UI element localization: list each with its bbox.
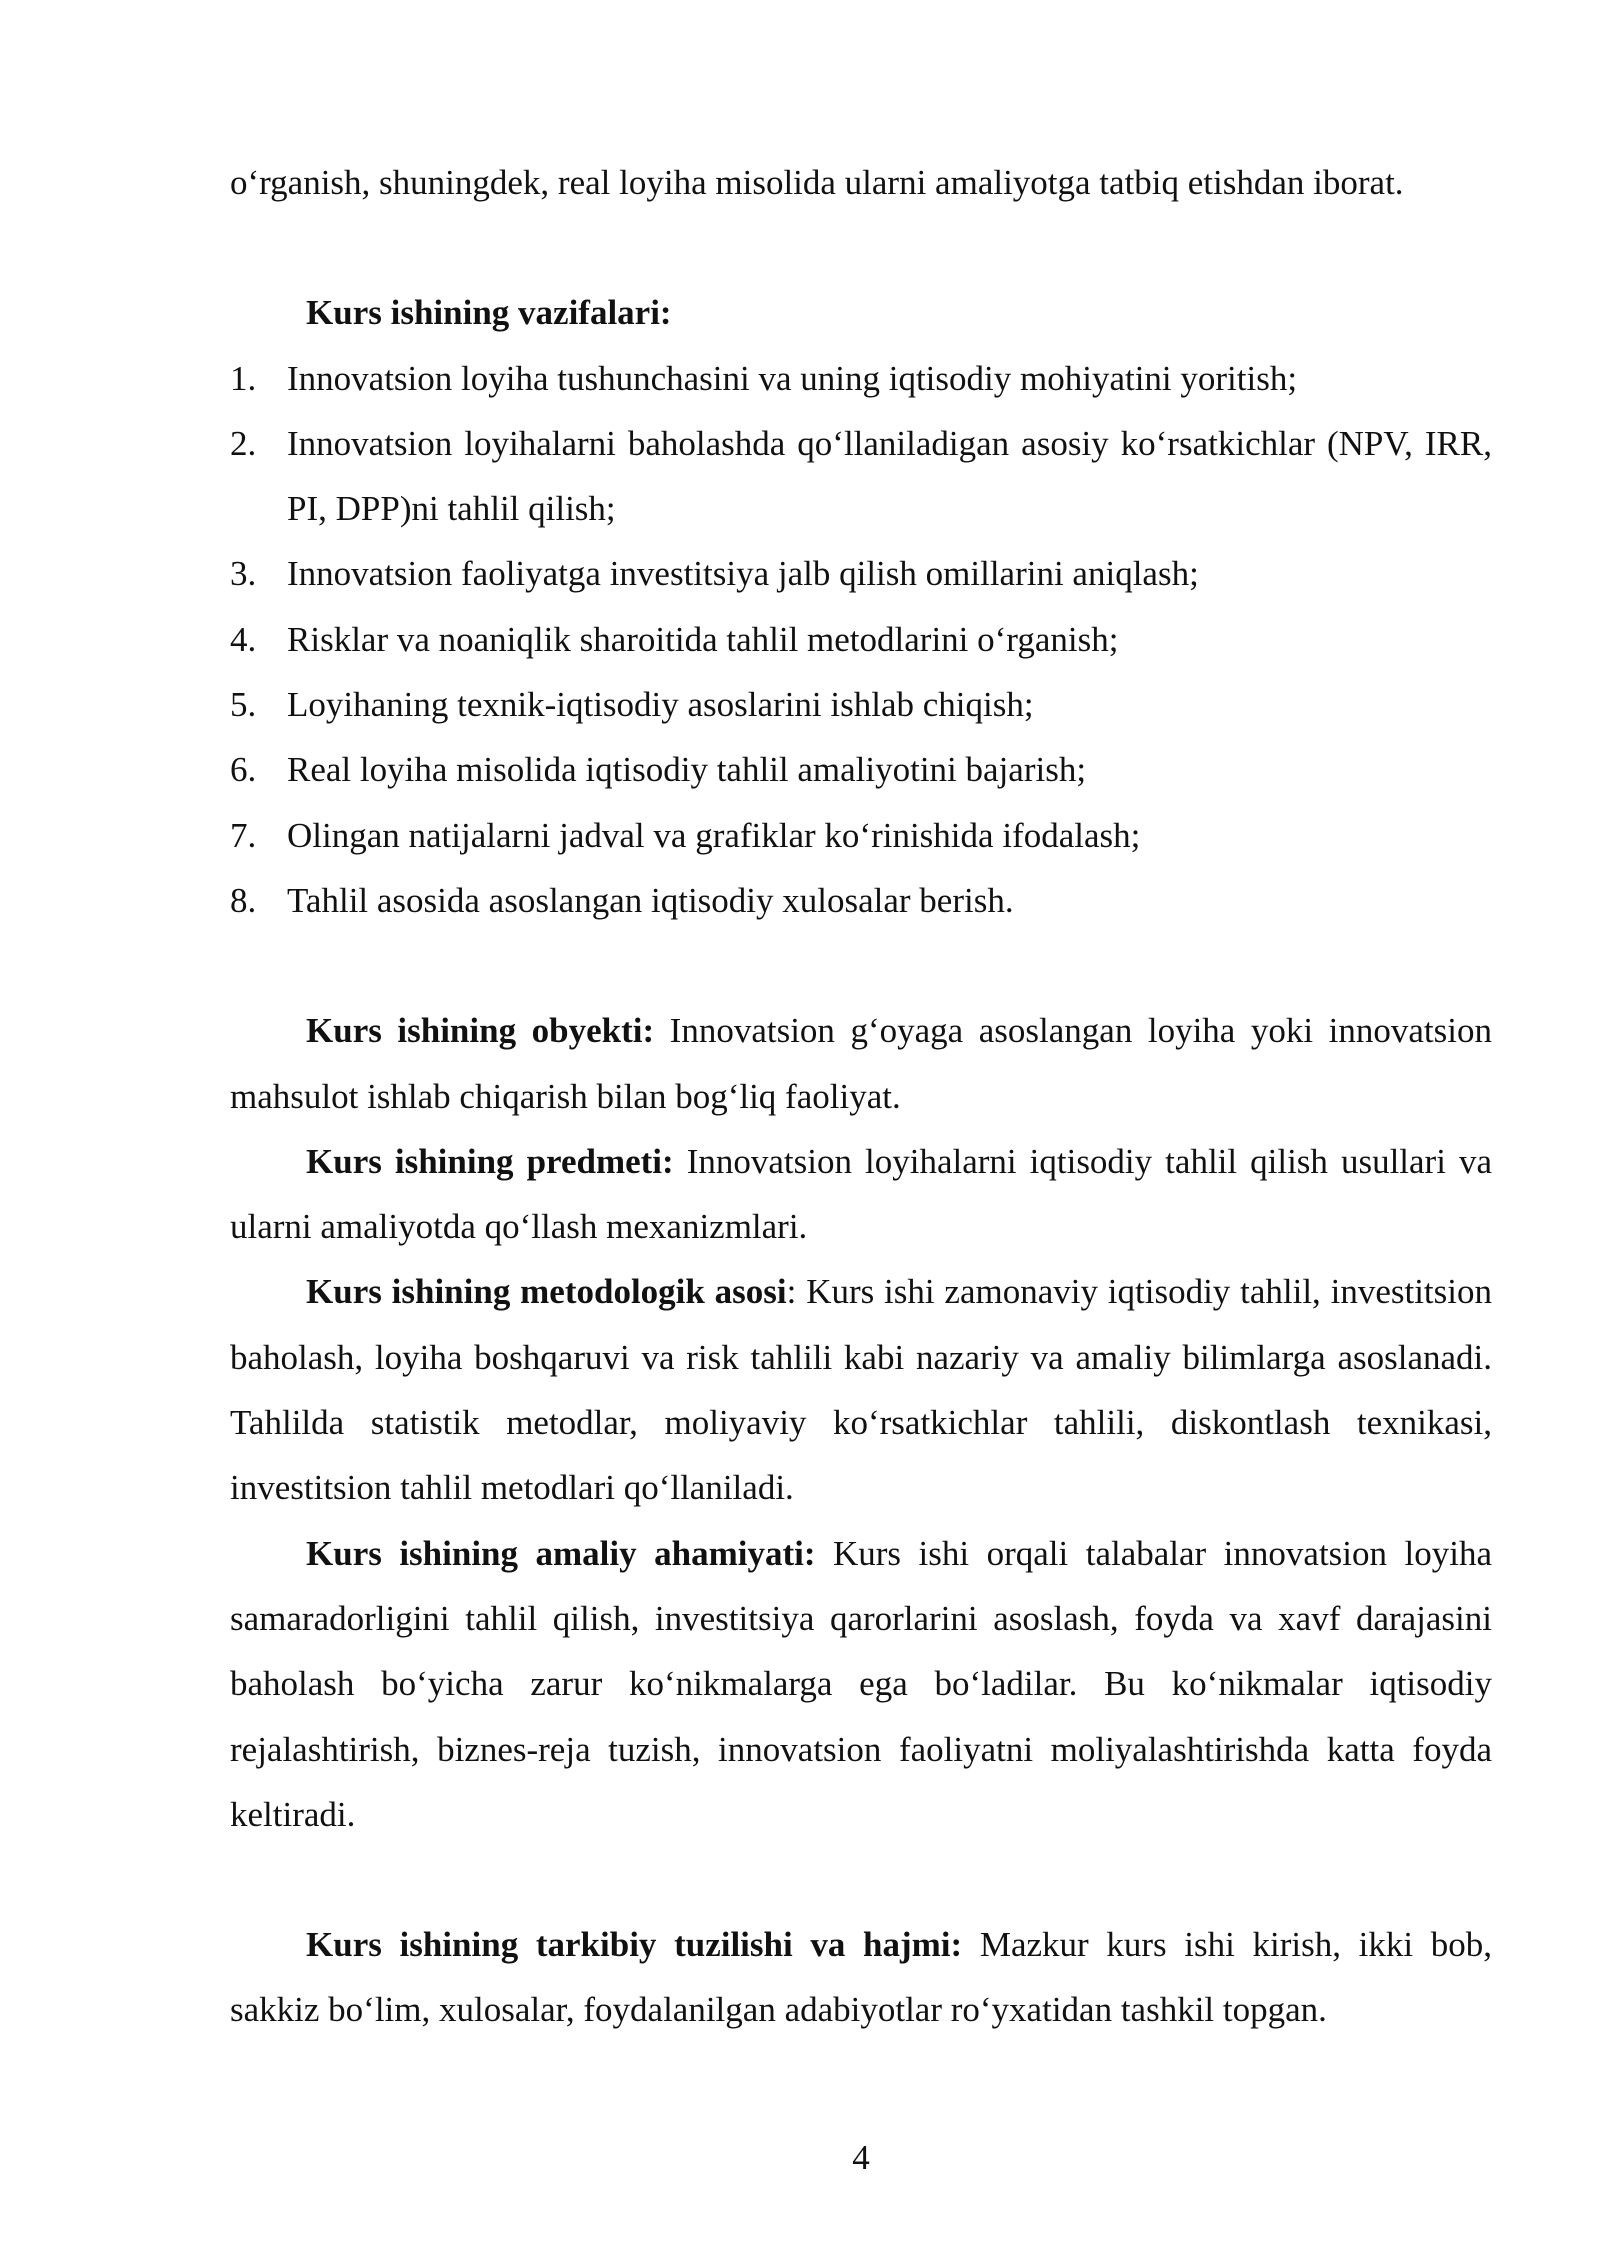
practical-paragraph [230, 1521, 1492, 1847]
task-number: 2. [230, 423, 257, 463]
task-text: Innovatsion faoliyatga investitsiya jalb qilish omillarini aniqlash; [287, 554, 1199, 594]
task-text: Innovatsion loyiha tushunchasini va uning iqtisodiy mohiyatini yoritish; [287, 358, 1298, 398]
task-text: Real loyiha misolida iqtisodiy tahlil amaliyotini bajarish; [287, 750, 1087, 790]
task-number: 6. [230, 750, 257, 790]
task-text: Olingan natijalarni jadval va grafiklar ko‘rinishida ifodalash; [287, 815, 1141, 855]
intro-continuation: o‘rganish, shuningdek, real loyiha misolida ularni amaliyotga tatbiq etishdan iborat. [230, 163, 1404, 202]
task-text: Loyihaning texnik-iqtisodiy asoslarini ishlab chiqish; [287, 685, 1034, 725]
object-text: Innovatsion g‘oyaga asoslangan loyiha yoki innovatsion mahsulot ishlab chiqarish bilan bog‘liq faoliyat. [230, 1011, 1492, 1116]
spacer [230, 1847, 1492, 1912]
task-number: 8. [230, 880, 257, 920]
task-number: 7. [230, 815, 257, 855]
page-number: 4 [852, 2138, 870, 2177]
subject-label: Kurs ishining predmeti: [306, 1141, 674, 1181]
object-paragraph [230, 998, 1492, 1129]
task-number: 3. [230, 554, 257, 594]
task-item [230, 868, 1492, 933]
task-text: Innovatsion loyihalarni baholashda qo‘llaniladigan asosiy ko‘rsatkichlar (NPV, IRR, PI, DPP)ni tahlil qilish; [287, 423, 1492, 529]
task-item [230, 803, 1492, 868]
task-item [230, 672, 1492, 737]
document-page [230, 150, 1492, 2043]
task-item [230, 346, 1492, 411]
subject-text: Innovatsion loyihalarni iqtisodiy tahlil qilish usullari va ularni amaliyotda qo‘llash mexanizmlari. [230, 1141, 1492, 1247]
methodology-label: Kurs ishining metodologik asosi [306, 1272, 787, 1312]
task-item [230, 607, 1492, 672]
task-text: Risklar va noaniqlik sharoitida tahlil metodlarini o‘rganish; [287, 619, 1119, 659]
task-item [230, 737, 1492, 802]
practical-label: Kurs ishining amaliy ahamiyati: [306, 1533, 816, 1573]
subject-paragraph [230, 1129, 1492, 1260]
task-number: 4. [230, 619, 257, 659]
task-number: 1. [230, 358, 257, 398]
task-item [230, 541, 1492, 606]
methodology-paragraph [230, 1259, 1492, 1520]
task-item [230, 411, 1492, 542]
task-number: 5. [230, 685, 257, 725]
task-text: Tahlil asosida asoslangan iqtisodiy xulosalar berish. [287, 880, 1014, 920]
practical-text: Kurs ishi orqali talabalar innovatsion loyiha samaradorligini tahlil qilish, investitsiya qarorlarini asoslash, foyda va xavf darajasini baholash bo‘yicha zarur ko‘nikmalarga ega bo‘ladilar. Bu ko‘nikmalar iqtisodiy rejalashtirish, biznes-reja tuzish, innovatsion faoliyatni moliyalashtirishda katta foyda keltiradi. [230, 1533, 1492, 1834]
structure-label: Kurs ishining tarkibiy tuzilishi va hajmi: [306, 1925, 963, 1965]
spacer [230, 215, 1492, 280]
methodology-text: : Kurs ishi zamonaviy iqtisodiy tahlil, investitsion baholash, loyiha boshqaruvi va risk tahlili kabi nazariy va amaliy bilimlarga asoslanadi. Tahlilda statistik metodlar, moliyaviy ko‘rsatkichlar tahlili, diskontlash texnikasi, investitsion tahlil metodlari qo‘llaniladi. [230, 1272, 1492, 1508]
tasks-list [230, 346, 1492, 934]
object-label: Kurs ishining obyekti: [306, 1011, 655, 1051]
structure-paragraph [230, 1912, 1492, 2043]
structure-text: Mazkur kurs ishi kirish, ikki bob, sakkiz bo‘lim, xulosalar, foydalanilgan adabiyotlar ro‘yxatidan tashkil topgan. [230, 1925, 1492, 2030]
tasks-heading: Kurs ishining vazifalari: [306, 293, 672, 333]
spacer [230, 933, 1492, 998]
